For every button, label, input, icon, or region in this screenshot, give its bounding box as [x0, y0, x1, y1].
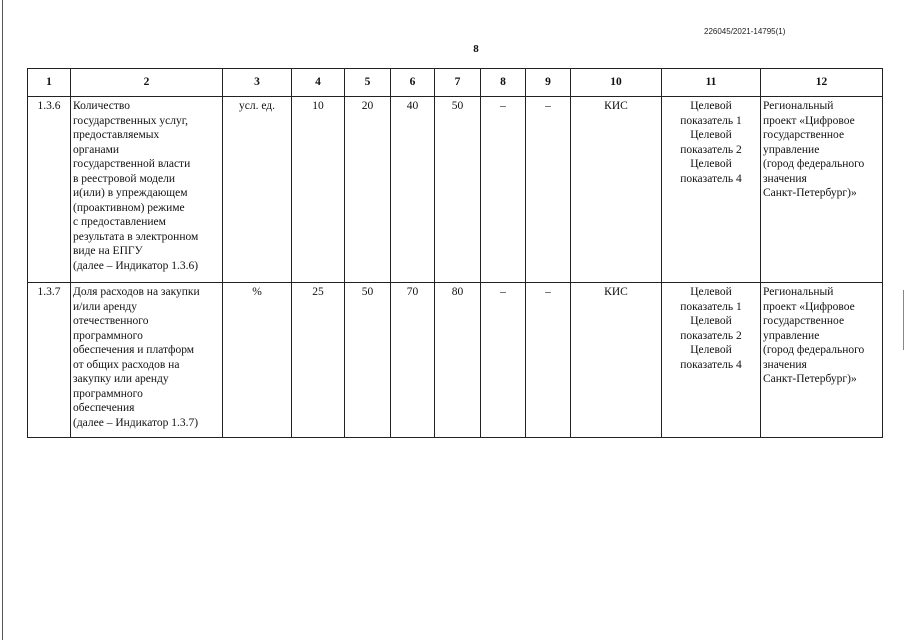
- value-cell: 20: [345, 97, 391, 283]
- regional-project-cell: Региональный проект «Цифровое государственное управление (город федерального значения Санкт-Петербург)»: [761, 97, 883, 283]
- header-cell: 2: [71, 69, 223, 97]
- header-cell: 9: [526, 69, 571, 97]
- table-header-row: [28, 69, 883, 97]
- header-cell: 5: [345, 69, 391, 97]
- value-cell: –: [481, 97, 526, 283]
- value-cell: –: [526, 283, 571, 438]
- source-cell: КИС: [571, 97, 662, 283]
- header-cell: 1: [28, 69, 71, 97]
- page-number: 8: [473, 43, 479, 55]
- value-cell: 40: [391, 97, 435, 283]
- value-cell: 50: [345, 283, 391, 438]
- table-row: [28, 283, 883, 438]
- value-cell: 10: [292, 97, 345, 283]
- table-row: [28, 97, 883, 283]
- header-cell: 7: [435, 69, 481, 97]
- target-indicators-cell: Целевой показатель 1 Целевой показатель 2 Целевой показатель 4: [662, 283, 761, 438]
- indicator-name-cell: Доля расходов на закупки и/или аренду отечественного программного обеспечения и платформ от общих расходов на закупку или аренду программного обеспечения (далее – Индикатор 1.3.7): [71, 283, 223, 438]
- header-cell: 10: [571, 69, 662, 97]
- value-cell: 50: [435, 97, 481, 283]
- source-cell: КИС: [571, 283, 662, 438]
- header-cell: 3: [223, 69, 292, 97]
- value-cell: 70: [391, 283, 435, 438]
- value-cell: –: [526, 97, 571, 283]
- scan-edge-left: [2, 0, 3, 640]
- header-cell: 11: [662, 69, 761, 97]
- unit-cell: усл. ед.: [223, 97, 292, 283]
- header-cell: 8: [481, 69, 526, 97]
- unit-cell: %: [223, 283, 292, 438]
- indicator-name-cell: Количество государственных услуг, предоставляемых органами государственной власти в реестровой модели и(или) в упреждающем (проактивном) режиме с предоставлением результата в электронном виде на ЕПГУ (далее – Индикатор 1.3.6): [71, 97, 223, 283]
- value-cell: –: [481, 283, 526, 438]
- row-number-cell: 1.3.6: [28, 97, 71, 283]
- row-number-cell: 1.3.7: [28, 283, 71, 438]
- header-cell: 6: [391, 69, 435, 97]
- value-cell: 25: [292, 283, 345, 438]
- indicator-table: [27, 68, 883, 438]
- header-cell: 12: [761, 69, 883, 97]
- document-id: 226045/2021-14795(1): [704, 27, 786, 36]
- value-cell: 80: [435, 283, 481, 438]
- header-cell: 4: [292, 69, 345, 97]
- regional-project-cell: Региональный проект «Цифровое государственное управление (город федерального значения Санкт-Петербург)»: [761, 283, 883, 438]
- scan-edge-right: [903, 290, 904, 350]
- target-indicators-cell: Целевой показатель 1 Целевой показатель 2 Целевой показатель 4: [662, 97, 761, 283]
